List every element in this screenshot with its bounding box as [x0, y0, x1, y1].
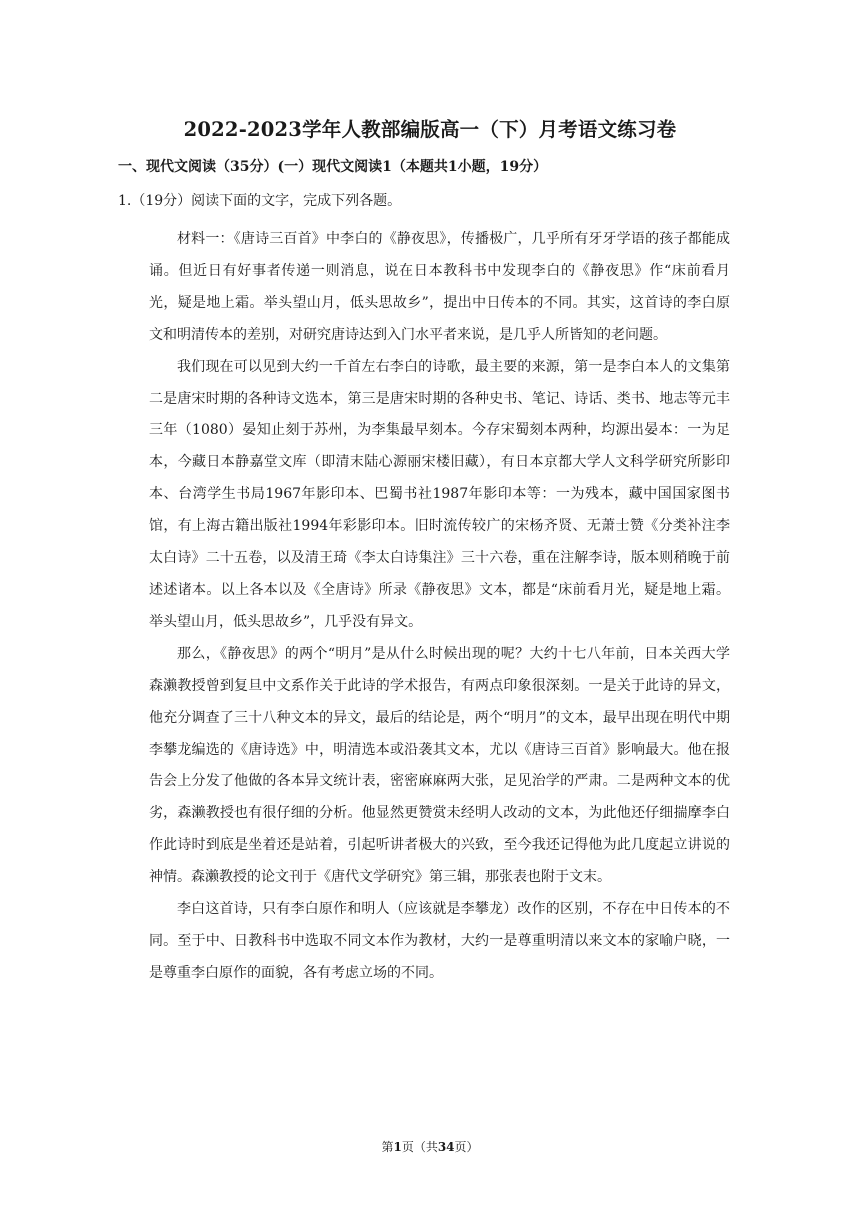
paragraph: 我们现在可以见到大约一千首左右李白的诗歌，最主要的来源，第一是李白本人的文集第二是唐宋时期的各种诗文选本，第三是唐宋时期的各种史书、笔记、诗话、类书、地志等元丰三年（1080）晏知止刻于苏州，为李集最早刻本。今存宋蜀刻本两种，均源出晏本：一为足本，今藏日本静嘉堂文库（即清末陆心源丽宋楼旧藏），有日本京都大学人文科学研究所影印本、台湾学生书局1967年影印本、巴蜀书社1987年影印本等：一为残本，藏中国国家图书馆，有上海古籍出版社1994年彩影印本。旧时流传较广的宋杨齐贤、无萧士赞《分类补注李太白诗》二十五卷，以及清王琦《李太白诗集注》三十六卷，重在注解李诗，版本则稍晚于前述述诸本。以上各本以及《全唐诗》所录《静夜思》文本，都是“床前看月光，疑是地上霜。举头望山月，低头思故乡”，几乎没有异文。	[149, 358, 730, 630]
page-title: 2022-2023学年人教部编版高一（下）月考语文练习卷	[183, 118, 677, 141]
footer-page-number: 1	[393, 1140, 402, 1154]
page-footer	[0, 1138, 860, 1155]
section-heading: 一、现代文阅读（35分）(一）现代文阅读1（本题共1小题，19分）	[118, 159, 548, 175]
footer-total-pages: 34	[437, 1140, 455, 1154]
question-intro: 1.（19分）阅读下面的文字，完成下列各题。	[118, 193, 402, 209]
paragraph: 那么，《静夜思》的两个“明月”是从什么时候出现的呢？大约十七八年前，日本关西大学森濑教授曾到复旦中文系作关于此诗的学术报告，有两点印象很深刻。一是关于此诗的异文，他充分调查了三十八种文本的异文，最后的结论是，两个“明月”的文本，最早出现在明代中期李攀龙编选的《唐诗选》中，明清选本或沿袭其文本，尤以《唐诗三百首》影响最大。他在报告会上分发了他做的各本异文统计表，密密麻麻两大张，足见治学的严肃。二是两种文本的优劣，森濑教授也有很仔细的分析。他显然更赞赏未经明人改动的文本，为此他还仔细揣摩李白作此诗时到底是坐着还是站着，引起听讲者极大的兴致，至今我还记得他为此几度起立讲说的神情。森濑教授的论文刊于《唐代文学研究》第三辑，那张表也附于文末。	[149, 645, 730, 886]
paragraph: 材料一：《唐诗三百首》中李白的《静夜思》，传播极广，几乎所有牙牙学语的孩子都能成诵。但近日有好事者传递一则消息，说在日本教科书中发现李白的《静夜思》作“床前看月光，疑是地上霜。举头望山月，低头思故乡”，提出中日传本的不同。其实，这首诗的李白原文和明清传本的差别，对研究唐诗达到入门水平者来说，是几乎人所皆知的老问题。	[149, 231, 730, 343]
footer-middle: 页（共	[401, 1140, 438, 1154]
footer-suffix: 页）	[454, 1140, 479, 1154]
passage-body	[149, 224, 730, 990]
paragraph: 李白这首诗，只有李白原作和明人（应该就是李攀龙）改作的区别，不存在中日传本的不同。至于中、日教科书中选取不同文本作为教材，大约一是尊重明清以来文本的家喻户晓，一是尊重李白原作的面貌，各有考虑立场的不同。	[149, 901, 730, 981]
footer-prefix: 第	[381, 1140, 394, 1154]
